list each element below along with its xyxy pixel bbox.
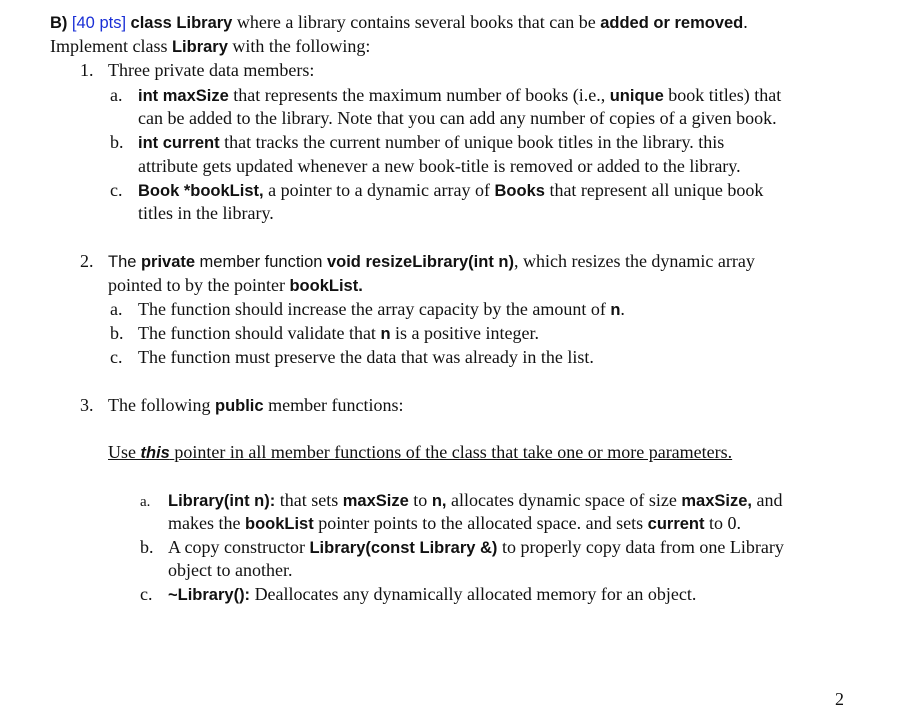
item-2b — [110, 322, 539, 347]
heading-period: . — [743, 12, 748, 32]
item-2b-text-2: is a positive integer. — [395, 323, 540, 343]
item-1a-letter: a. — [110, 85, 123, 105]
item-3a-maxsize-2: maxSize, — [681, 492, 753, 510]
intro-library: Library — [171, 38, 228, 56]
heading-text: where a library contains several books that can be — [236, 12, 596, 32]
item-1-number: 1. — [80, 60, 94, 80]
section-heading — [50, 11, 748, 36]
intro-text-2: with the following: — [232, 36, 371, 56]
item-3b-cont: object to another. — [168, 560, 293, 580]
item-1b-cont: attribute gets updated whenever a new book-title is removed or added to the library. — [138, 156, 741, 176]
item-3a-cont-3: to 0. — [709, 513, 742, 533]
item-1c-books: Books — [494, 182, 545, 200]
item-2a-text: The function should increase the array capacity by the amount of — [138, 299, 606, 319]
item-2-member-function: member function — [199, 253, 323, 271]
page-number: 2 — [835, 689, 844, 709]
item-2a — [110, 298, 625, 323]
item-3a-cont — [168, 512, 741, 537]
item-2-booklist: bookList. — [289, 277, 363, 295]
item-2b-text-1: The function should validate that — [138, 323, 376, 343]
item-2a-n: n — [610, 301, 621, 319]
item-2-private: private — [140, 253, 196, 271]
item-3a-signature: Library(int n): — [168, 492, 276, 510]
item-3a-current: current — [647, 515, 705, 533]
item-1a — [110, 84, 781, 109]
item-1c-text-1: a pointer to a dynamic array of — [268, 180, 490, 200]
this-pointer-note — [108, 441, 732, 466]
intro-text-1: Implement class — [50, 36, 168, 56]
item-1c-cont: titles in the library. — [138, 203, 274, 223]
item-3b-text-1: A copy constructor — [168, 537, 305, 557]
item-3a-n: n, — [431, 492, 447, 510]
item-3b-signature: Library(const Library &) — [309, 539, 498, 557]
item-3a — [140, 489, 783, 515]
item-3-text-2: member functions: — [268, 395, 404, 415]
item-1c — [110, 179, 763, 204]
item-3a-text-1: that sets — [279, 490, 339, 510]
item-2-text: , which resizes the dynamic array — [513, 251, 755, 271]
item-3a-booklist: bookList — [244, 515, 314, 533]
item-2-cont-text: pointed to by the pointer — [108, 275, 285, 295]
item-2a-end: . — [620, 299, 625, 319]
item-1b-code: int current — [138, 134, 220, 152]
item-2a-letter: a. — [110, 299, 123, 319]
item-2-the: The — [108, 253, 137, 271]
item-1a-code: int maxSize — [138, 87, 229, 105]
item-1c-code: Book *bookList, — [138, 182, 264, 200]
item-3a-text-3: allocates dynamic space of size — [450, 490, 677, 510]
item-1-text: Three private data members: — [108, 60, 315, 80]
item-1b — [110, 131, 724, 156]
item-3-number: 3. — [80, 395, 94, 415]
item-3b — [140, 536, 784, 561]
item-2c-text: The function must preserve the data that was already in the list. — [138, 347, 594, 367]
item-3-text-1: The following — [108, 395, 211, 415]
item-1a-text-2: book titles) that — [668, 85, 782, 105]
item-3-title — [80, 394, 404, 419]
item-3a-cont-2: pointer points to the allocated space. and sets — [318, 513, 644, 533]
item-3a-text-2: to — [413, 490, 428, 510]
item-2b-n: n — [380, 325, 391, 343]
item-2c-letter: c. — [110, 347, 123, 367]
item-3a-text-4: and — [756, 490, 783, 510]
note-rest: pointer in all member functions of the class that take one or more parameters. — [174, 442, 733, 462]
item-1c-text-2: that represent all unique book — [549, 180, 764, 200]
item-1a-text-1: that represents the maximum number of books (i.e., — [233, 85, 606, 105]
item-3a-letter: a. — [140, 494, 151, 510]
item-1c-letter: c. — [110, 180, 123, 200]
item-3b-text-2: to properly copy data from one Library — [501, 537, 784, 557]
item-2-cont — [108, 274, 363, 299]
item-1b-letter: b. — [110, 132, 124, 152]
item-1b-text: that tracks the current number of unique book titles in the library. this — [224, 132, 725, 152]
item-1-title — [80, 59, 314, 83]
item-3a-maxsize: maxSize — [342, 492, 409, 510]
added-removed: added or removed — [600, 14, 744, 32]
item-2b-letter: b. — [110, 323, 124, 343]
item-2-signature: void resizeLibrary(int n) — [326, 253, 514, 271]
item-3c — [140, 583, 696, 608]
item-3c-text: Deallocates any dynamically allocated memory for an object. — [254, 584, 697, 604]
item-1a-unique: unique — [609, 87, 664, 105]
note-use: Use — [108, 442, 136, 462]
intro-line — [50, 35, 370, 60]
item-3c-signature: ~Library(): — [168, 586, 251, 604]
points-label: [40 pts] — [71, 14, 127, 32]
item-2-number: 2. — [80, 251, 94, 271]
item-3a-cont-1: makes the — [168, 513, 241, 533]
class-name: class Library — [130, 14, 233, 32]
item-2-title — [80, 250, 755, 275]
item-3-public: public — [214, 397, 264, 415]
item-1a-cont: can be added to the library. Note that you can add any number of copies of a given book. — [138, 108, 777, 128]
item-2c — [110, 346, 594, 370]
item-3b-letter: b. — [140, 537, 154, 557]
section-label: B) — [50, 14, 68, 32]
item-3c-letter: c. — [140, 584, 153, 604]
note-this: this — [140, 444, 170, 462]
